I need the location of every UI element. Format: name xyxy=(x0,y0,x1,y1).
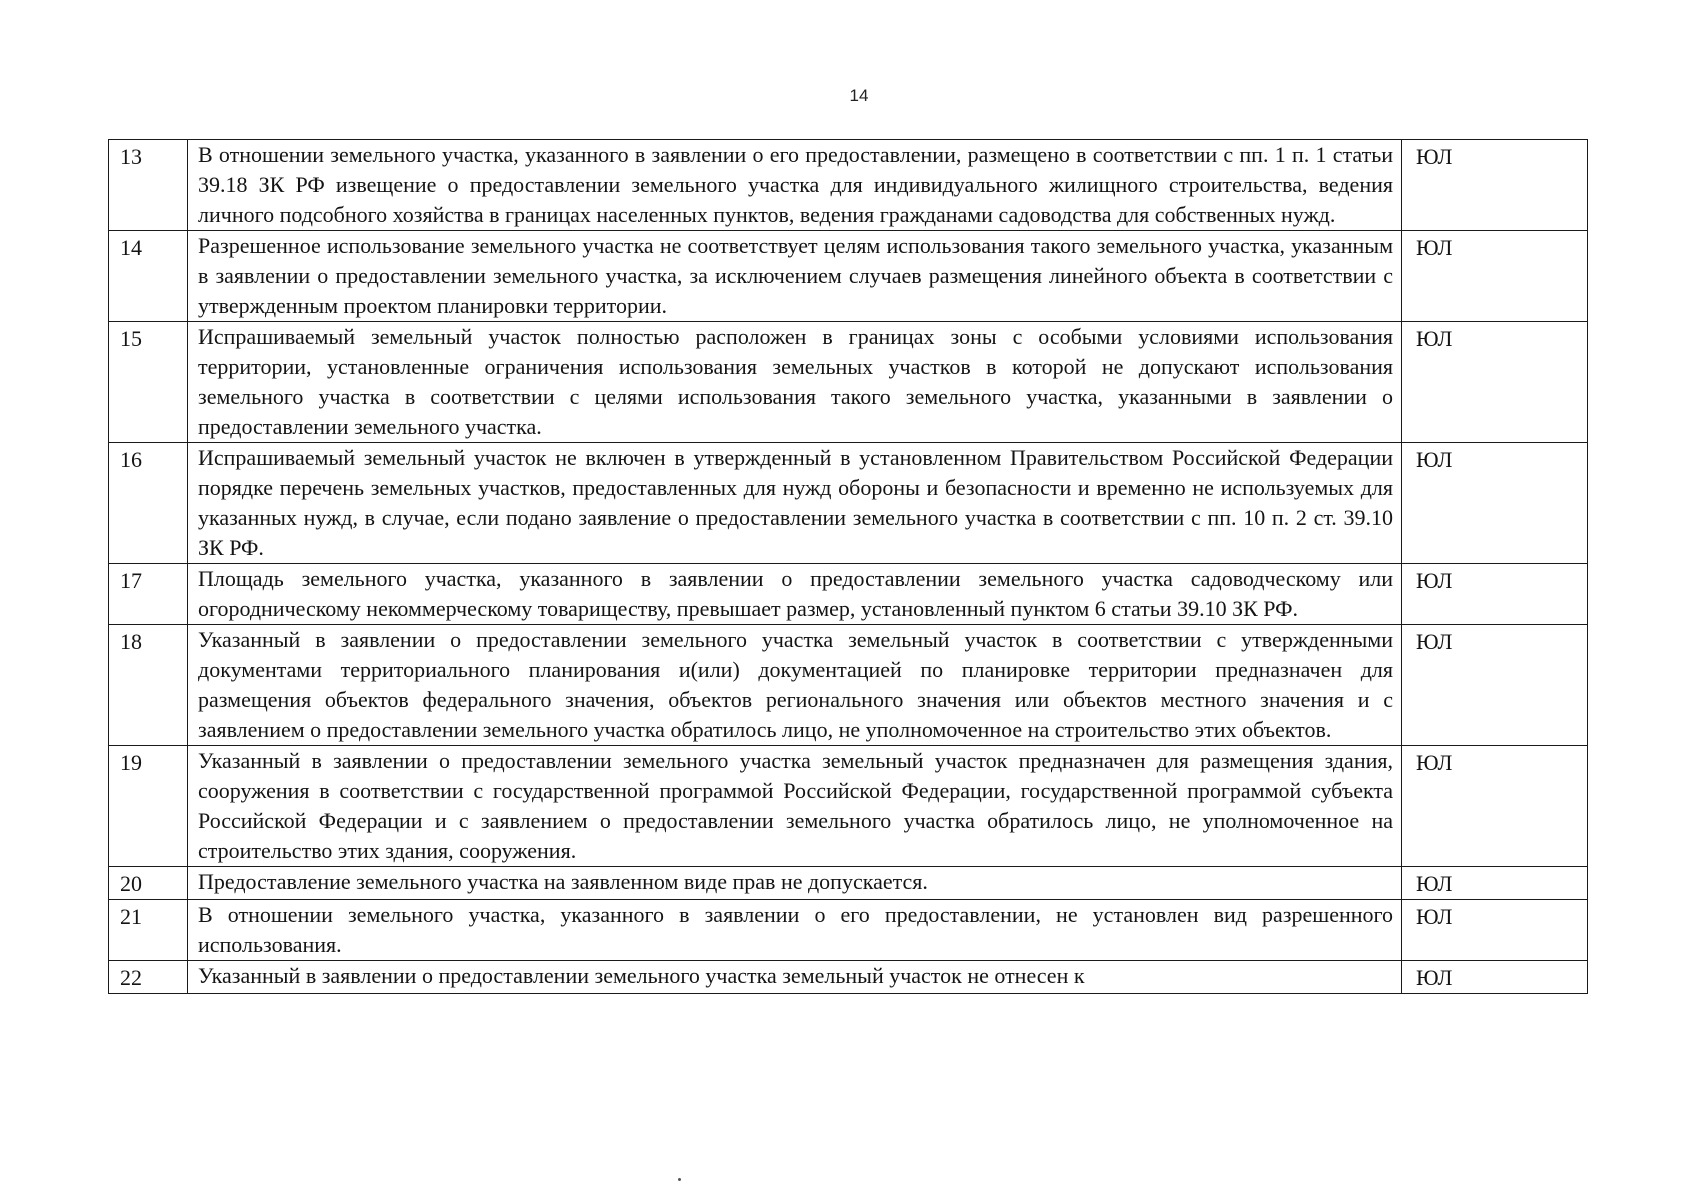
applicant-type: ЮЛ xyxy=(1402,322,1588,443)
row-number: 20 xyxy=(109,867,188,900)
row-number: 19 xyxy=(109,746,188,867)
row-number: 18 xyxy=(109,625,188,746)
table-row xyxy=(109,900,1588,961)
page-number: 14 xyxy=(849,86,869,105)
grounds-table xyxy=(108,139,1588,994)
applicant-type: ЮЛ xyxy=(1402,443,1588,564)
table-row xyxy=(109,961,1588,994)
row-text: Разрешенное использование земельного участка не соответствует целям использования такого земельного участка, указанным в заявлении о предоставлении земельного участка, за исключением случаев размещения линейного объекта в соответствии с утвержденным проектом планировки территории. xyxy=(188,231,1402,322)
row-number: 17 xyxy=(109,564,188,625)
row-text: Указанный в заявлении о предоставлении земельного участка земельный участок в соответствии с утвержденными документами территориального планирования и(или) документацией по планировке территории предназначен для размещения объектов федерального значения, объектов регионального значения или объектов местного значения и с заявлением о предоставлении земельного участка обратилось лицо, не уполномоченное на строительство этих объектов. xyxy=(188,625,1402,746)
scan-speck xyxy=(678,1178,681,1181)
row-text: Испрашиваемый земельный участок полностью расположен в границах зоны с особыми условиями использования территории, установленные ограничения использования земельных участков в которой не допускают использования земельного участка в соответствии с целями использования такого земельного участка, указанными в заявлении о предоставлении земельного участка. xyxy=(188,322,1402,443)
table-row xyxy=(109,625,1588,746)
table-body xyxy=(109,140,1588,994)
row-text: В отношении земельного участка, указанного в заявлении о его предоставлении, размещено в соответствии с пп. 1 п. 1 статьи 39.18 ЗК РФ извещение о предоставлении земельного участка для индивидуального жилищного строительства, ведения личного подсобного хозяйства в границах населенных пунктов, ведения гражданами садоводства для собственных нужд. xyxy=(188,140,1402,231)
row-text: Площадь земельного участка, указанного в заявлении о предоставлении земельного участка садоводческому или огородническому некоммерческому товариществу, превышает размер, установленный пунктом 6 статьи 39.10 ЗК РФ. xyxy=(188,564,1402,625)
table-row xyxy=(109,231,1588,322)
applicant-type: ЮЛ xyxy=(1402,564,1588,625)
applicant-type: ЮЛ xyxy=(1402,231,1588,322)
applicant-type: ЮЛ xyxy=(1402,746,1588,867)
row-text: В отношении земельного участка, указанного в заявлении о его предоставлении, не установлен вид разрешенного использования. xyxy=(188,900,1402,961)
row-number: 21 xyxy=(109,900,188,961)
row-text: Указанный в заявлении о предоставлении земельного участка земельный участок не отнесен к xyxy=(188,961,1402,994)
table-row xyxy=(109,443,1588,564)
row-text: Испрашиваемый земельный участок не включен в утвержденный в установленном Правительством Российской Федерации порядке перечень земельных участков, предоставленных для нужд обороны и безопасности и временно не используемых для указанных нужд, в случае, если подано заявление о предоставлении земельного участка в соответствии с пп. 10 п. 2 ст. 39.10 ЗК РФ. xyxy=(188,443,1402,564)
row-number: 13 xyxy=(109,140,188,231)
table-row xyxy=(109,140,1588,231)
table-row xyxy=(109,867,1588,900)
applicant-type: ЮЛ xyxy=(1402,900,1588,961)
row-number: 22 xyxy=(109,961,188,994)
table-row xyxy=(109,564,1588,625)
table-row xyxy=(109,322,1588,443)
row-number: 15 xyxy=(109,322,188,443)
row-text: Указанный в заявлении о предоставлении земельного участка земельный участок предназначен для размещения здания, сооружения в соответствии с государственной программой Российской Федерации, государственной программой субъекта Российской Федерации и с заявлением о предоставлении земельного участка обратилось лицо, не уполномоченное на строительство этих здания, сооружения. xyxy=(188,746,1402,867)
applicant-type: ЮЛ xyxy=(1402,140,1588,231)
row-text: Предоставление земельного участка на заявленном виде прав не допускается. xyxy=(188,867,1402,900)
applicant-type: ЮЛ xyxy=(1402,625,1588,746)
applicant-type: ЮЛ xyxy=(1402,867,1588,900)
applicant-type: ЮЛ xyxy=(1402,961,1588,994)
table-row xyxy=(109,746,1588,867)
row-number: 14 xyxy=(109,231,188,322)
row-number: 16 xyxy=(109,443,188,564)
